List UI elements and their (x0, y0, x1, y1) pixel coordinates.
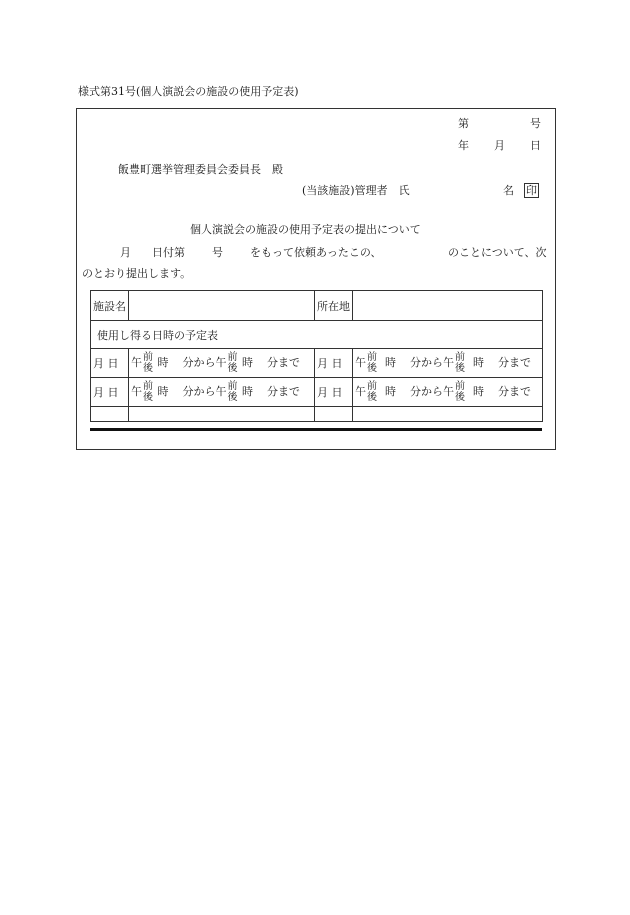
time-range-cell[interactable]: 午前 後 時 分から午前 後 時 分まで (129, 378, 315, 407)
body-line2: のとおり提出します。 (82, 267, 192, 280)
name-label: 名 (503, 184, 514, 197)
time-range-cell[interactable]: 午前 後 時 分から午前 後 時 分まで (129, 349, 315, 378)
date-year: 年 (458, 139, 469, 152)
month-day-cell[interactable]: 月 日 (315, 349, 353, 378)
body-no: 号 (212, 246, 223, 259)
empty-cell[interactable] (129, 407, 315, 422)
table-row (91, 291, 543, 321)
table-row (91, 321, 543, 349)
month-day-cell[interactable]: 月 日 (315, 378, 353, 407)
time-range-cell[interactable]: 午前 後 時 分から午前 後 時 分まで (353, 378, 543, 407)
empty-cell[interactable] (315, 407, 353, 422)
facility-name-label: 施設名 (91, 291, 129, 321)
number-prefix: 第 (458, 117, 469, 130)
facility-manager-label: (当該施設)管理者 氏 (302, 184, 410, 197)
seal-text: 印 (526, 184, 537, 197)
number-suffix: 号 (530, 117, 541, 130)
month-day-cell[interactable]: 月 日 (91, 349, 129, 378)
form-number: 様式第31号(個人演説会の施設の使用予定表) (78, 85, 299, 98)
date-month: 月 (494, 139, 505, 152)
month-day-cell[interactable]: 月 日 (91, 378, 129, 407)
empty-cell[interactable] (353, 407, 543, 422)
schedule-label: 使用し得る日時の予定表 (91, 321, 543, 349)
body-month: 月 (120, 246, 131, 259)
time-range-cell[interactable]: 午前 後 時 分から午前 後 時 分まで (353, 349, 543, 378)
table-row (91, 349, 543, 378)
body-date-no: 日付第 (152, 246, 185, 259)
schedule-table (90, 290, 543, 422)
body-request: をもって依頼あったこの、 (250, 246, 382, 259)
location-field[interactable] (353, 291, 543, 321)
table-row (91, 407, 543, 422)
subject-title: 個人演説会の施設の使用予定表の提出について (190, 223, 421, 236)
addressee: 飯豊町選挙管理委員会委員長 殿 (118, 163, 283, 176)
empty-cell[interactable] (91, 407, 129, 422)
table-bottom-rule (90, 428, 542, 431)
table-row (91, 378, 543, 407)
seal-stamp (524, 183, 539, 198)
facility-name-field[interactable] (129, 291, 315, 321)
body-about: のことについて、次 (448, 246, 547, 259)
date-day: 日 (530, 139, 541, 152)
location-label: 所在地 (315, 291, 353, 321)
